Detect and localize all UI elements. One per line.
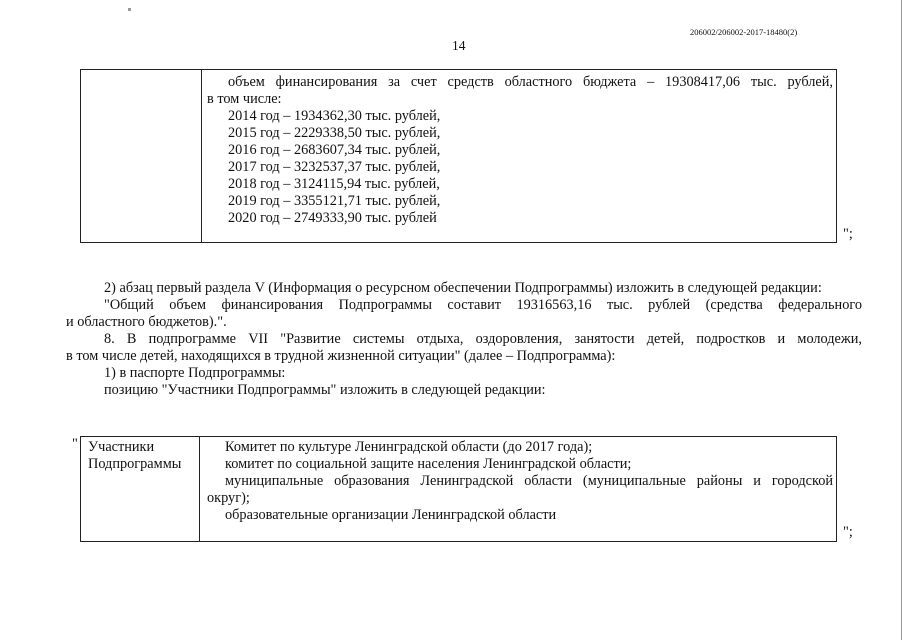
paragraph-8-1: 1) в паспорте Подпрограммы: [104, 365, 286, 381]
participant-municipal-2: округ); [207, 490, 250, 506]
paragraph-8-line-2: в том числе детей, находящихся в трудной жизненной ситуации" (далее – Подпрограмма): [66, 348, 616, 364]
year-2016: 2016 год – 2683607,34 тыс. рублей, [228, 142, 441, 158]
quote-line-1: "Общий объем финансирования Подпрограммы составит 19316563,16 тыс. рублей (средства федерального [104, 297, 862, 313]
page-number: 14 [452, 38, 466, 53]
year-2017: 2017 год – 3232537,37 тыс. рублей, [228, 159, 441, 175]
scan-dot [128, 8, 131, 11]
paragraph-8-line-1: 8. В подпрограмме VII "Развитие системы отдыха, оздоровления, занятости детей, подростков и молодежи, [104, 331, 862, 347]
participants-label-1: Участники [88, 439, 155, 455]
year-2018: 2018 год – 3124115,94 тыс. рублей, [228, 176, 440, 192]
participants-open-mark: " [72, 436, 78, 452]
table-divider [199, 437, 200, 541]
participants-label-2: Подпрограммы [88, 456, 182, 472]
participants-table [80, 436, 837, 542]
participant-municipal-1: муниципальные образования Ленинградской области (муниципальные районы и городской [225, 473, 833, 489]
year-2020: 2020 год – 2749333,90 тыс. рублей [228, 210, 437, 226]
financing-total: объем финансирования за счет средств областного бюджета – 19308417,06 тыс. рублей, [228, 74, 833, 90]
participants-close-mark: "; [843, 524, 853, 540]
participant-culture-committee: Комитет по культуре Ленинградской области (до 2017 года); [225, 439, 593, 455]
year-2014: 2014 год – 1934362,30 тыс. рублей, [228, 108, 441, 124]
year-2015: 2015 год – 2229338,50 тыс. рублей, [228, 125, 441, 141]
financing-table [80, 69, 837, 243]
paragraph-position: позицию "Участники Подпрограммы" изложить в следующей редакции: [104, 382, 546, 398]
quote-line-2: и областного бюджетов).". [66, 314, 227, 330]
document-id: 206002/206002-2017-18480(2) [690, 27, 798, 37]
scan-edge [901, 0, 902, 640]
participant-social-committee: комитет по социальной защите населения Ленинградской области; [225, 456, 632, 472]
year-2019: 2019 год – 3355121,71 тыс. рублей, [228, 193, 441, 209]
financing-close-mark: "; [843, 226, 853, 242]
financing-incl: в том числе: [207, 91, 282, 107]
table-divider [201, 70, 202, 242]
paragraph-2: 2) абзац первый раздела V (Информация о ресурсном обеспечении Подпрограммы) изложить в следующей редакции: [104, 280, 822, 296]
participant-educational-orgs: образовательные организации Ленинградской области [225, 507, 557, 523]
